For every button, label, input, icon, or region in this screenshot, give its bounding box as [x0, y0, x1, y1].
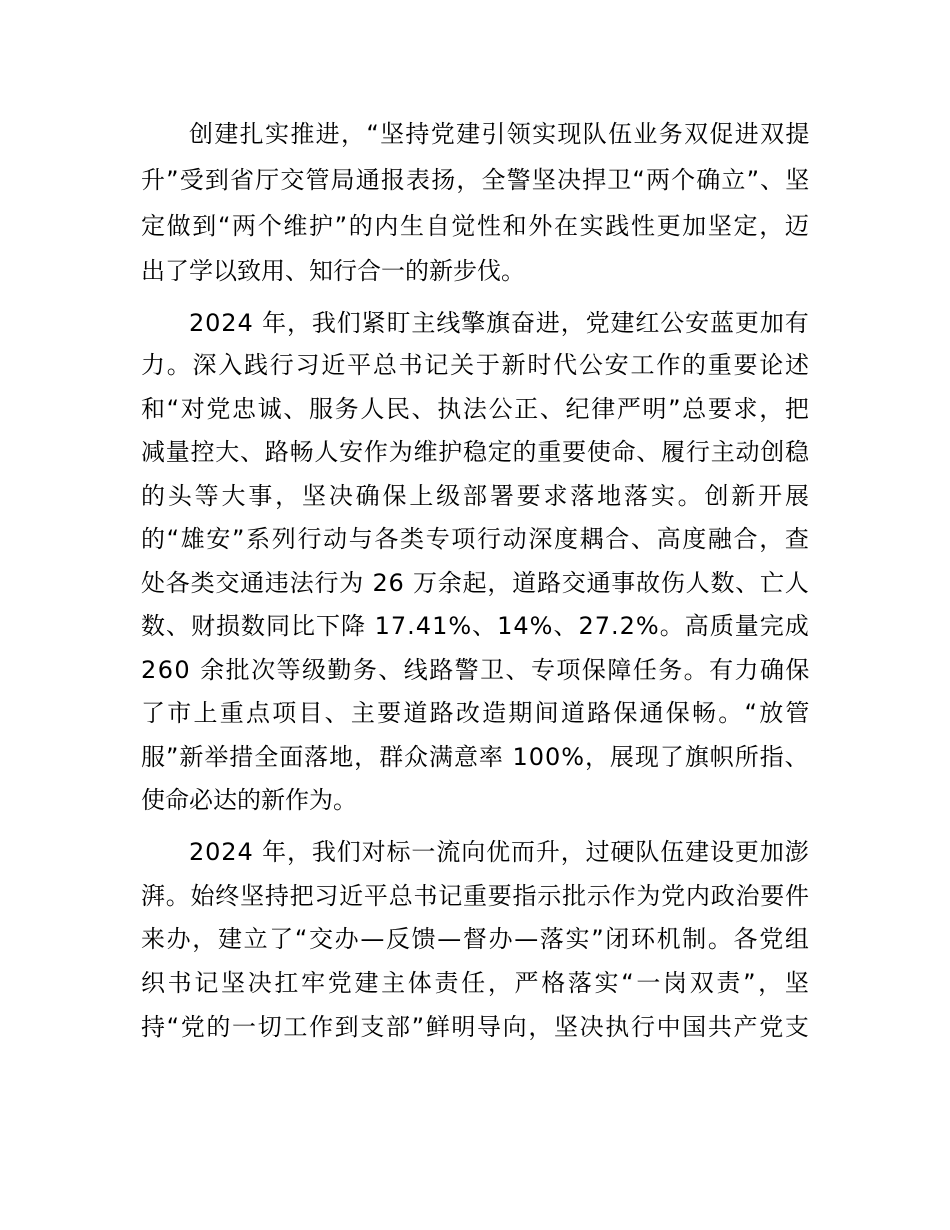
paragraph-3-line-3: 来办，建立了“交办—反馈—督办—落实”闭环机制。各党组	[141, 925, 811, 953]
paragraph-1-line-3: 定做到“两个维护”的内生自觉性和外在实践性更加坚定，迈	[141, 212, 811, 240]
paragraph-1-line-4: 出了学以致用、知行合一的新步伐。	[141, 257, 525, 285]
paragraph-2-line-7: 处各类交通违法行为 26 万余起，道路交通事故伤人数、亡人	[141, 569, 810, 597]
paragraph-2-line-3: 和“对党忠诚、服务人民、执法公正、纪律严明”总要求，把	[141, 395, 811, 423]
paragraph-3-line-4: 织书记坚决扛牢党建主体责任，严格落实“一岗双责”，坚	[141, 969, 812, 997]
paragraph-2-line-5: 的头等大事，坚决确保上级部署要求落地落实。创新开展	[141, 482, 812, 510]
paragraph-3-line-2: 湃。始终坚持把习近平总书记重要指示批示作为党内政治要件	[141, 882, 810, 910]
paragraph-2-line-4: 减量控大、路畅人安作为维护稳定的重要使命、履行主动创稳	[141, 438, 810, 466]
paragraph-3-line-1: 2024 年，我们对标一流向优而升，过硬队伍建设更加澎	[189, 838, 810, 866]
paragraph-2-line-11: 服”新举措全面落地，群众满意率 100%，展现了旗帜所指、	[141, 743, 810, 771]
paragraph-1-line-2: 升”受到省厅交管局通报表扬，全警坚决捍卫“两个确立”、坚	[141, 166, 811, 194]
paragraph-2-line-10: 了市上重点项目、主要道路改造期间道路保通保畅。“放管	[141, 699, 812, 727]
paragraph-2-line-1: 2024 年，我们紧盯主线擎旗奋进，党建红公安蓝更加有	[189, 309, 810, 337]
paragraph-2-line-9: 260 余批次等级勤务、线路警卫、专项保障任务。有力确保	[141, 656, 811, 684]
paragraph-2-line-8: 数、财损数同比下降 17.41%、14%、27.2%。高质量完成	[141, 612, 810, 640]
paragraph-2-line-2: 力。深入践行习近平总书记关于新时代公安工作的重要论述	[141, 351, 811, 379]
paragraph-3-line-5: 持“党的一切工作到支部”鲜明导向，坚决执行中国共产党支	[141, 1013, 811, 1041]
paragraph-2-line-12: 使命必达的新作为。	[141, 786, 357, 814]
paragraph-2-line-6: 的“雄安”系列行动与各类专项行动深度耦合、高度融合，查	[141, 525, 811, 553]
paragraph-1-line-1: 创建扎实推进，“坚持党建引领实现队伍业务双促进双提	[189, 120, 811, 148]
